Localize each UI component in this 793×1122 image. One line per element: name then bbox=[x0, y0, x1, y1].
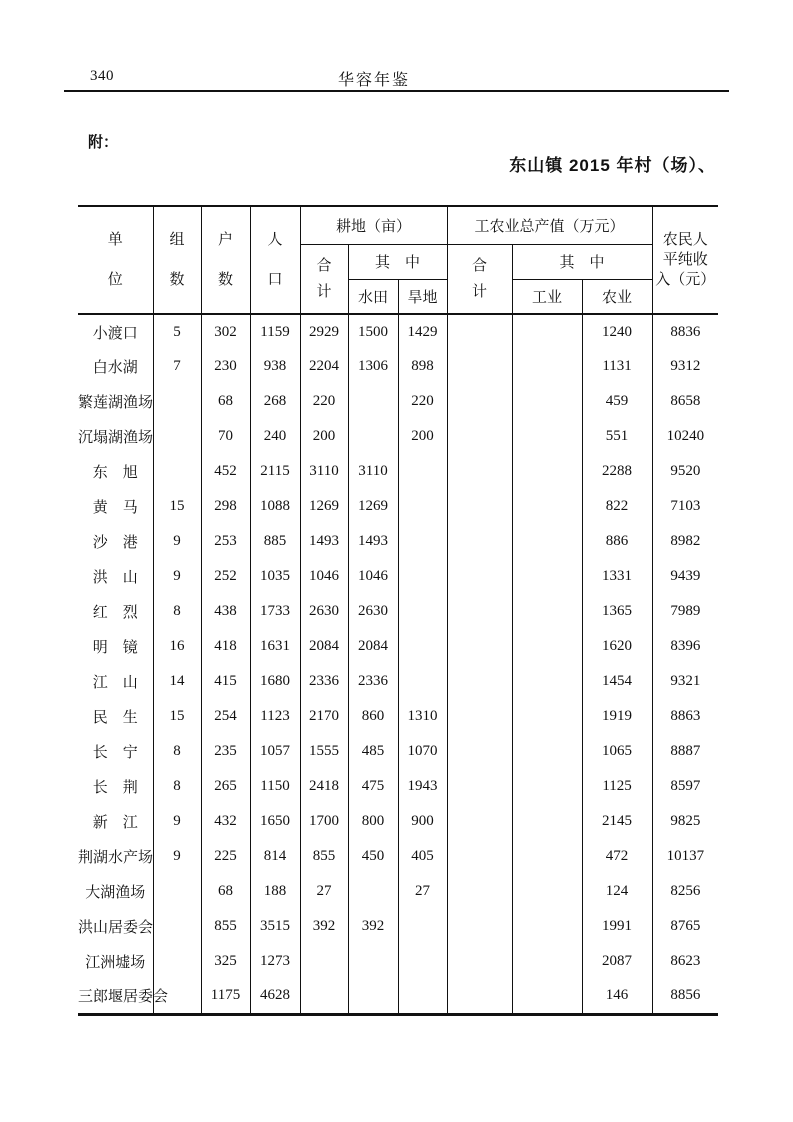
households-cell: 325 bbox=[201, 944, 250, 979]
table-row bbox=[78, 489, 718, 524]
income-cell: 8597 bbox=[652, 769, 718, 804]
households-cell: 415 bbox=[201, 664, 250, 699]
groups-cell bbox=[153, 384, 201, 419]
agriculture-cell: 1620 bbox=[582, 629, 652, 664]
farmland-total-cell bbox=[300, 979, 348, 1014]
dryland-cell: 898 bbox=[398, 349, 447, 384]
industry-cell bbox=[512, 559, 582, 594]
industry-cell bbox=[512, 524, 582, 559]
table-row bbox=[78, 664, 718, 699]
col-header-paddy: 水田 bbox=[348, 279, 398, 314]
agriculture-cell: 1065 bbox=[582, 734, 652, 769]
paddy-cell: 2630 bbox=[348, 594, 398, 629]
population-cell: 268 bbox=[250, 384, 300, 419]
farmland-total-cell: 2204 bbox=[300, 349, 348, 384]
industry-cell bbox=[512, 804, 582, 839]
dryland-cell: 220 bbox=[398, 384, 447, 419]
income-cell: 10240 bbox=[652, 419, 718, 454]
industry-cell bbox=[512, 594, 582, 629]
farmland-total-cell: 27 bbox=[300, 874, 348, 909]
agriculture-cell: 2145 bbox=[582, 804, 652, 839]
farmland-total-cell: 2630 bbox=[300, 594, 348, 629]
table-row bbox=[78, 699, 718, 734]
income-cell: 8863 bbox=[652, 699, 718, 734]
households-cell: 254 bbox=[201, 699, 250, 734]
industry-cell bbox=[512, 909, 582, 944]
statistics-table bbox=[78, 205, 718, 1016]
dryland-cell: 1943 bbox=[398, 769, 447, 804]
paddy-cell bbox=[348, 419, 398, 454]
col-header-farmland-total: 合 计 bbox=[300, 244, 348, 314]
industry-cell bbox=[512, 874, 582, 909]
farmland-total-cell: 1555 bbox=[300, 734, 348, 769]
industry-cell bbox=[512, 629, 582, 664]
agriculture-cell: 1131 bbox=[582, 349, 652, 384]
unit-cell: 江洲墟场 bbox=[78, 944, 153, 979]
table-row bbox=[78, 384, 718, 419]
dryland-cell bbox=[398, 489, 447, 524]
dryland-cell: 1070 bbox=[398, 734, 447, 769]
population-cell: 1057 bbox=[250, 734, 300, 769]
farmland-total-cell: 392 bbox=[300, 909, 348, 944]
output-total-cell bbox=[447, 699, 512, 734]
industry-cell bbox=[512, 489, 582, 524]
unit-cell: 东 旭 bbox=[78, 454, 153, 489]
dryland-cell: 1310 bbox=[398, 699, 447, 734]
unit-cell: 黄 马 bbox=[78, 489, 153, 524]
unit-cell: 民 生 bbox=[78, 699, 153, 734]
unit-cell: 沙 港 bbox=[78, 524, 153, 559]
paddy-cell: 800 bbox=[348, 804, 398, 839]
population-cell: 938 bbox=[250, 349, 300, 384]
dryland-cell bbox=[398, 979, 447, 1014]
table-row bbox=[78, 874, 718, 909]
dryland-cell bbox=[398, 944, 447, 979]
groups-cell: 14 bbox=[153, 664, 201, 699]
population-cell: 1733 bbox=[250, 594, 300, 629]
population-cell: 814 bbox=[250, 839, 300, 874]
output-total-cell bbox=[447, 524, 512, 559]
groups-cell: 9 bbox=[153, 839, 201, 874]
population-cell: 1123 bbox=[250, 699, 300, 734]
table-row bbox=[78, 629, 718, 664]
unit-cell: 洪 山 bbox=[78, 559, 153, 594]
table-head bbox=[78, 206, 718, 314]
table-body bbox=[78, 314, 718, 1014]
dryland-cell: 1429 bbox=[398, 314, 447, 349]
output-total-cell bbox=[447, 314, 512, 349]
population-cell: 188 bbox=[250, 874, 300, 909]
table-row bbox=[78, 979, 718, 1014]
unit-cell: 繁莲湖渔场 bbox=[78, 384, 153, 419]
dryland-cell bbox=[398, 559, 447, 594]
col-group-output: 工农业总产值（万元） bbox=[447, 206, 652, 244]
groups-cell: 16 bbox=[153, 629, 201, 664]
agriculture-cell: 146 bbox=[582, 979, 652, 1014]
farmland-total-cell: 200 bbox=[300, 419, 348, 454]
groups-cell: 9 bbox=[153, 804, 201, 839]
table-row bbox=[78, 944, 718, 979]
col-header-output-total: 合 计 bbox=[447, 244, 512, 314]
groups-cell bbox=[153, 944, 201, 979]
population-cell: 2115 bbox=[250, 454, 300, 489]
output-total-cell bbox=[447, 734, 512, 769]
unit-cell: 洪山居委会 bbox=[78, 909, 153, 944]
paddy-cell: 2084 bbox=[348, 629, 398, 664]
income-cell: 8856 bbox=[652, 979, 718, 1014]
industry-cell bbox=[512, 419, 582, 454]
col-header-farmland-among: 其 中 bbox=[348, 244, 447, 279]
agriculture-cell: 1919 bbox=[582, 699, 652, 734]
groups-cell bbox=[153, 874, 201, 909]
income-cell: 8982 bbox=[652, 524, 718, 559]
paddy-cell: 2336 bbox=[348, 664, 398, 699]
col-header-agriculture: 农业 bbox=[582, 279, 652, 314]
income-cell: 8256 bbox=[652, 874, 718, 909]
paddy-cell: 1500 bbox=[348, 314, 398, 349]
industry-cell bbox=[512, 734, 582, 769]
population-cell: 1273 bbox=[250, 944, 300, 979]
table-row bbox=[78, 804, 718, 839]
output-total-cell bbox=[447, 384, 512, 419]
dryland-cell: 200 bbox=[398, 419, 447, 454]
groups-cell bbox=[153, 454, 201, 489]
income-cell: 8658 bbox=[652, 384, 718, 419]
households-cell: 452 bbox=[201, 454, 250, 489]
households-cell: 438 bbox=[201, 594, 250, 629]
agriculture-cell: 2087 bbox=[582, 944, 652, 979]
unit-cell: 荆湖水产场 bbox=[78, 839, 153, 874]
agriculture-cell: 1454 bbox=[582, 664, 652, 699]
table-row bbox=[78, 734, 718, 769]
income-cell: 7989 bbox=[652, 594, 718, 629]
population-cell: 885 bbox=[250, 524, 300, 559]
table-row bbox=[78, 314, 718, 349]
population-cell: 1159 bbox=[250, 314, 300, 349]
unit-cell: 长 荆 bbox=[78, 769, 153, 804]
groups-cell: 8 bbox=[153, 734, 201, 769]
table-row bbox=[78, 454, 718, 489]
income-cell: 9825 bbox=[652, 804, 718, 839]
households-cell: 225 bbox=[201, 839, 250, 874]
dryland-cell bbox=[398, 524, 447, 559]
dryland-cell: 27 bbox=[398, 874, 447, 909]
industry-cell bbox=[512, 349, 582, 384]
unit-cell: 大湖渔场 bbox=[78, 874, 153, 909]
groups-cell: 7 bbox=[153, 349, 201, 384]
industry-cell bbox=[512, 769, 582, 804]
households-cell: 298 bbox=[201, 489, 250, 524]
agriculture-cell: 886 bbox=[582, 524, 652, 559]
paddy-cell: 1493 bbox=[348, 524, 398, 559]
groups-cell bbox=[153, 419, 201, 454]
dryland-cell bbox=[398, 664, 447, 699]
agriculture-cell: 1240 bbox=[582, 314, 652, 349]
paddy-cell: 1269 bbox=[348, 489, 398, 524]
households-cell: 855 bbox=[201, 909, 250, 944]
industry-cell bbox=[512, 944, 582, 979]
income-cell: 9520 bbox=[652, 454, 718, 489]
dryland-cell: 405 bbox=[398, 839, 447, 874]
population-cell: 240 bbox=[250, 419, 300, 454]
agriculture-cell: 2288 bbox=[582, 454, 652, 489]
households-cell: 230 bbox=[201, 349, 250, 384]
output-total-cell bbox=[447, 839, 512, 874]
income-cell: 7103 bbox=[652, 489, 718, 524]
output-total-cell bbox=[447, 909, 512, 944]
col-header-dryland: 旱地 bbox=[398, 279, 447, 314]
paddy-cell bbox=[348, 979, 398, 1014]
population-cell: 1088 bbox=[250, 489, 300, 524]
output-total-cell bbox=[447, 629, 512, 664]
col-header-output-among: 其 中 bbox=[512, 244, 652, 279]
income-cell: 8396 bbox=[652, 629, 718, 664]
running-title: 华容年鉴 bbox=[337, 72, 410, 89]
unit-cell: 三郎堰居委会 bbox=[78, 979, 153, 1014]
page-number: 340 bbox=[90, 68, 114, 84]
table-row bbox=[78, 769, 718, 804]
income-cell: 9312 bbox=[652, 349, 718, 384]
farmland-total-cell: 3110 bbox=[300, 454, 348, 489]
unit-cell: 小渡口 bbox=[78, 314, 153, 349]
groups-cell: 15 bbox=[153, 489, 201, 524]
unit-cell: 江 山 bbox=[78, 664, 153, 699]
paddy-cell: 860 bbox=[348, 699, 398, 734]
col-header-income: 农民人 平纯收 入（元） bbox=[652, 206, 718, 314]
farmland-total-cell: 2418 bbox=[300, 769, 348, 804]
households-cell: 252 bbox=[201, 559, 250, 594]
table-row bbox=[78, 839, 718, 874]
farmland-total-cell: 855 bbox=[300, 839, 348, 874]
population-cell: 1035 bbox=[250, 559, 300, 594]
note-label: 附： bbox=[88, 134, 119, 151]
table-row bbox=[78, 349, 718, 384]
agriculture-cell: 1125 bbox=[582, 769, 652, 804]
dryland-cell bbox=[398, 909, 447, 944]
population-cell: 1650 bbox=[250, 804, 300, 839]
col-header-population: 人 口 bbox=[250, 206, 300, 314]
unit-cell: 明 镜 bbox=[78, 629, 153, 664]
industry-cell bbox=[512, 699, 582, 734]
population-cell: 1150 bbox=[250, 769, 300, 804]
households-cell: 70 bbox=[201, 419, 250, 454]
output-total-cell bbox=[447, 594, 512, 629]
farmland-total-cell bbox=[300, 944, 348, 979]
dryland-cell bbox=[398, 454, 447, 489]
groups-cell: 15 bbox=[153, 699, 201, 734]
output-total-cell bbox=[447, 944, 512, 979]
unit-cell: 白水湖 bbox=[78, 349, 153, 384]
households-cell: 1175 bbox=[201, 979, 250, 1014]
output-total-cell bbox=[447, 769, 512, 804]
paddy-cell: 450 bbox=[348, 839, 398, 874]
output-total-cell bbox=[447, 874, 512, 909]
groups-cell bbox=[153, 909, 201, 944]
farmland-total-cell: 1046 bbox=[300, 559, 348, 594]
income-cell: 9321 bbox=[652, 664, 718, 699]
table-row bbox=[78, 909, 718, 944]
population-cell: 1631 bbox=[250, 629, 300, 664]
population-cell: 4628 bbox=[250, 979, 300, 1014]
households-cell: 68 bbox=[201, 384, 250, 419]
agriculture-cell: 551 bbox=[582, 419, 652, 454]
col-group-farmland: 耕地（亩） bbox=[300, 206, 447, 244]
households-cell: 418 bbox=[201, 629, 250, 664]
groups-cell: 8 bbox=[153, 594, 201, 629]
output-total-cell bbox=[447, 664, 512, 699]
farmland-total-cell: 1700 bbox=[300, 804, 348, 839]
paddy-cell: 1306 bbox=[348, 349, 398, 384]
col-header-households: 户 数 bbox=[201, 206, 250, 314]
farmland-total-cell: 2336 bbox=[300, 664, 348, 699]
households-cell: 302 bbox=[201, 314, 250, 349]
households-cell: 68 bbox=[201, 874, 250, 909]
dryland-cell: 900 bbox=[398, 804, 447, 839]
income-cell: 8836 bbox=[652, 314, 718, 349]
population-cell: 1680 bbox=[250, 664, 300, 699]
output-total-cell bbox=[447, 559, 512, 594]
output-total-cell bbox=[447, 979, 512, 1014]
farmland-total-cell: 2170 bbox=[300, 699, 348, 734]
industry-cell bbox=[512, 454, 582, 489]
agriculture-cell: 822 bbox=[582, 489, 652, 524]
income-cell: 8887 bbox=[652, 734, 718, 769]
households-cell: 265 bbox=[201, 769, 250, 804]
households-cell: 432 bbox=[201, 804, 250, 839]
header-rule bbox=[64, 90, 729, 92]
income-cell: 8623 bbox=[652, 944, 718, 979]
groups-cell: 8 bbox=[153, 769, 201, 804]
farmland-total-cell: 1269 bbox=[300, 489, 348, 524]
agriculture-cell: 124 bbox=[582, 874, 652, 909]
industry-cell bbox=[512, 664, 582, 699]
unit-cell: 长 宁 bbox=[78, 734, 153, 769]
col-header-unit: 单 位 bbox=[78, 206, 153, 314]
farmland-total-cell: 2084 bbox=[300, 629, 348, 664]
table-row bbox=[78, 524, 718, 559]
farmland-total-cell: 1493 bbox=[300, 524, 348, 559]
output-total-cell bbox=[447, 489, 512, 524]
table-row bbox=[78, 419, 718, 454]
paddy-cell bbox=[348, 874, 398, 909]
dryland-cell bbox=[398, 629, 447, 664]
unit-cell: 红 烈 bbox=[78, 594, 153, 629]
groups-cell: 9 bbox=[153, 559, 201, 594]
paddy-cell bbox=[348, 944, 398, 979]
farmland-total-cell: 2929 bbox=[300, 314, 348, 349]
groups-cell: 9 bbox=[153, 524, 201, 559]
income-cell: 9439 bbox=[652, 559, 718, 594]
groups-cell: 5 bbox=[153, 314, 201, 349]
paddy-cell: 1046 bbox=[348, 559, 398, 594]
output-total-cell bbox=[447, 804, 512, 839]
industry-cell bbox=[512, 979, 582, 1014]
statistics-table-container bbox=[78, 205, 718, 1016]
paddy-cell: 475 bbox=[348, 769, 398, 804]
agriculture-cell: 1991 bbox=[582, 909, 652, 944]
industry-cell bbox=[512, 384, 582, 419]
agriculture-cell: 472 bbox=[582, 839, 652, 874]
output-total-cell bbox=[447, 349, 512, 384]
output-total-cell bbox=[447, 419, 512, 454]
paddy-cell bbox=[348, 384, 398, 419]
farmland-total-cell: 220 bbox=[300, 384, 348, 419]
agriculture-cell: 1331 bbox=[582, 559, 652, 594]
paddy-cell: 485 bbox=[348, 734, 398, 769]
col-header-industry: 工业 bbox=[512, 279, 582, 314]
households-cell: 235 bbox=[201, 734, 250, 769]
income-cell: 10137 bbox=[652, 839, 718, 874]
population-cell: 3515 bbox=[250, 909, 300, 944]
agriculture-cell: 1365 bbox=[582, 594, 652, 629]
table-row bbox=[78, 594, 718, 629]
table-row bbox=[78, 559, 718, 594]
paddy-cell: 392 bbox=[348, 909, 398, 944]
agriculture-cell: 459 bbox=[582, 384, 652, 419]
table-title: 东山镇 2015 年村（场）、 bbox=[509, 156, 716, 175]
dryland-cell bbox=[398, 594, 447, 629]
households-cell: 253 bbox=[201, 524, 250, 559]
unit-cell: 新 江 bbox=[78, 804, 153, 839]
industry-cell bbox=[512, 314, 582, 349]
industry-cell bbox=[512, 839, 582, 874]
col-header-groups: 组 数 bbox=[153, 206, 201, 314]
unit-cell: 沉塌湖渔场 bbox=[78, 419, 153, 454]
output-total-cell bbox=[447, 454, 512, 489]
paddy-cell: 3110 bbox=[348, 454, 398, 489]
income-cell: 8765 bbox=[652, 909, 718, 944]
